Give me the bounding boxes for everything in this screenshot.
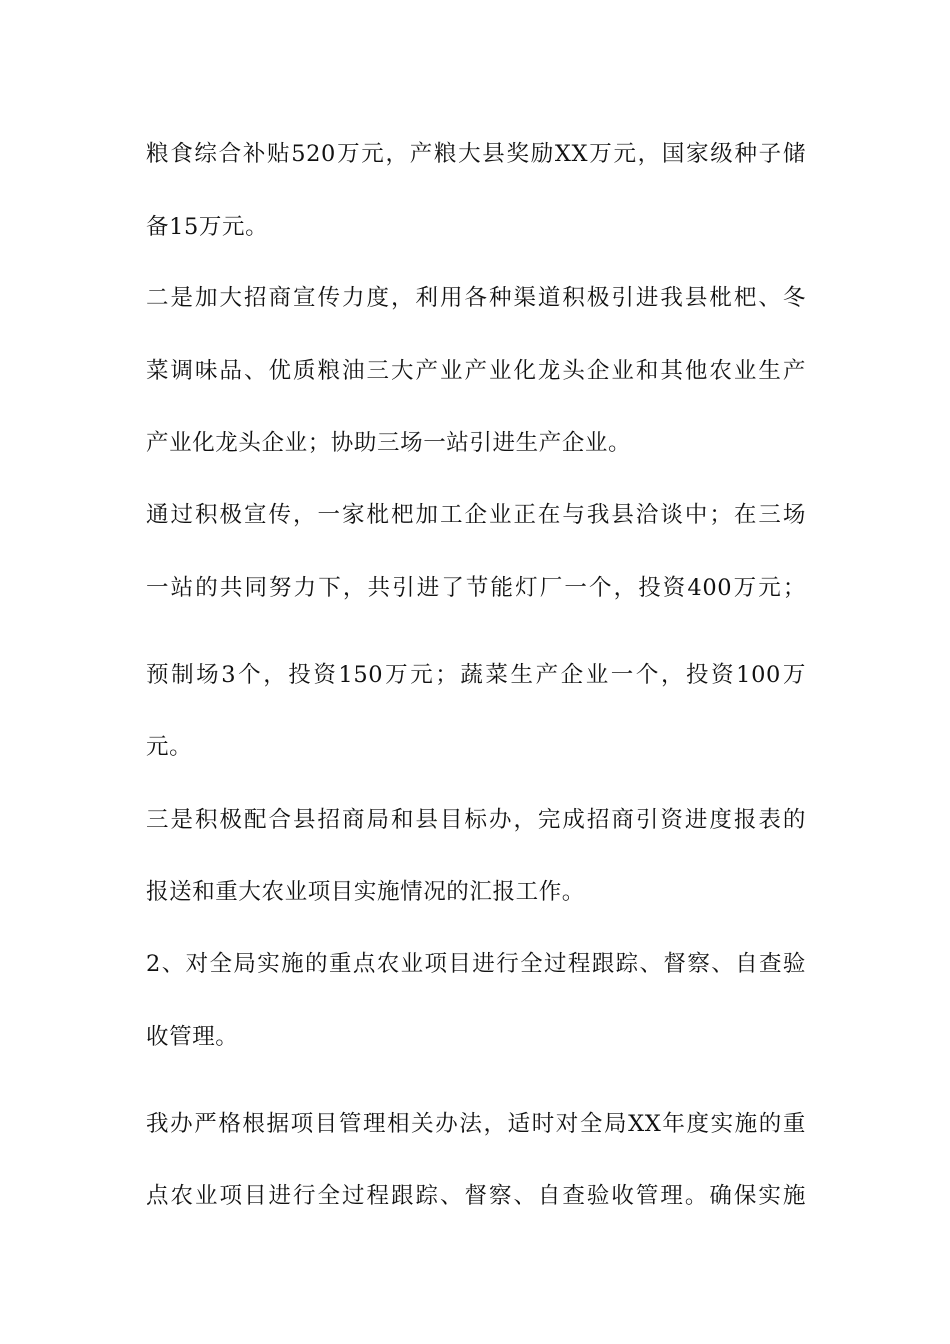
text-line: 菜调味品、优质粮油三大产业产业化龙头企业和其他农业生产 [146, 358, 806, 384]
text-line: 一站的共同努力下，共引进了节能灯厂一个，投资400万元； [146, 575, 806, 601]
text-line: 预制场3个，投资150万元；蔬菜生产企业一个，投资100万 [146, 662, 806, 688]
text-line: 三是积极配合县招商局和县目标办，完成招商引资进度报表的 [146, 807, 806, 833]
text-line: 粮食综合补贴520万元，产粮大县奖励XX万元，国家级种子储 [146, 141, 806, 167]
text-line: 收管理。 [146, 1024, 239, 1050]
text-line: 产业化龙头企业；协助三场一站引进生产企业。 [146, 430, 632, 456]
text-line: 元。 [146, 734, 193, 760]
text-line: 报送和重大农业项目实施情况的汇报工作。 [146, 879, 585, 905]
text-line: 备15万元。 [146, 214, 269, 240]
text-line: 二是加大招商宣传力度，利用各种渠道积极引进我县枇杷、冬 [146, 285, 806, 311]
text-line: 2、对全局实施的重点农业项目进行全过程跟踪、督察、自查验 [146, 951, 806, 977]
text-line: 我办严格根据项目管理相关办法，适时对全局XX年度实施的重 [146, 1111, 806, 1137]
text-line: 通过积极宣传，一家枇杷加工企业正在与我县洽谈中；在三场 [146, 502, 806, 528]
text-line: 点农业项目进行全过程跟踪、督察、自查验收管理。确保实施 [146, 1183, 806, 1209]
